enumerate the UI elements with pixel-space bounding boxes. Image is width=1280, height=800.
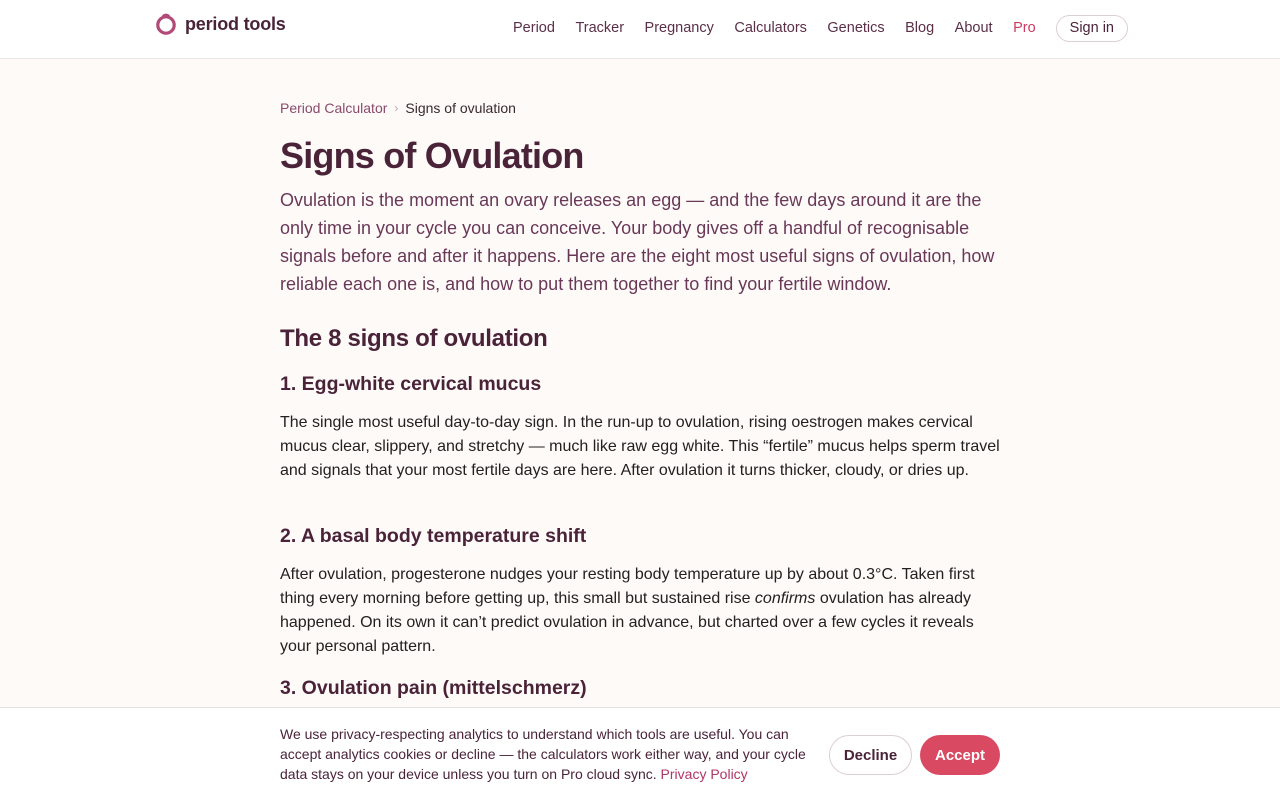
nav-link-pregnancy[interactable]: Pregnancy — [644, 20, 714, 36]
sign-3-title: 3. Ovulation pain (mittelschmerz) — [280, 677, 587, 699]
lead-paragraph: Ovulation is the moment an ovary releases an egg — and the few days around it are the only time in your cycle you can conceive. Your body gives off a handful of recognisable signals before and after it happens. Here are the eight most useful signs of ovulation, how reliable each one is, and how to put them together to find your fertile window. — [280, 190, 995, 294]
ring-logo-icon — [155, 13, 177, 35]
nav-link-period[interactable]: Period — [513, 20, 555, 36]
breadcrumb — [280, 100, 516, 116]
site-header — [0, 0, 1280, 59]
cookie-banner — [0, 707, 1280, 800]
logo-link[interactable] — [155, 13, 286, 35]
logo-text: period tools — [185, 13, 286, 34]
nav-link-tracker[interactable]: Tracker — [575, 20, 625, 36]
main-nav — [493, 15, 1128, 42]
sign-2-body-start: After ovulation, progesterone nudges your resting body temperature up by about 0.3°C. Taken first thing every morning before getting up, this small but sustained rise — [280, 566, 975, 607]
nav-link-genetics[interactable]: Genetics — [827, 20, 885, 36]
sign-2-body — [280, 563, 1002, 659]
cookie-message: We use privacy-respecting analytics to understand which tools are useful. You can accept analytics cookies or decline — the calculators work either way, and your cycle data stays on your device unless you turn on Pro cloud sync. — [280, 726, 806, 782]
sign-2-body-emphasis: confirms — [754, 590, 816, 607]
page-title: Signs of Ovulation — [280, 135, 584, 176]
sign-2-body-end: ovulation has already happened. On its own it can’t predict ovulation in advance, but charted over a few cycles it reveals your personal pattern. — [280, 590, 974, 655]
decline-button[interactable]: Decline — [829, 735, 912, 775]
breadcrumb-current: Signs of ovulation — [405, 100, 516, 116]
accept-button[interactable]: Accept — [920, 735, 1000, 775]
nav-link-about[interactable]: About — [954, 20, 993, 36]
sign-2-title: 2. A basal body temperature shift — [280, 525, 587, 547]
privacy-policy-link[interactable]: Privacy Policy — [660, 766, 748, 782]
nav-link-pro[interactable]: Pro — [1013, 20, 1036, 36]
sign-in-button[interactable]: Sign in — [1056, 15, 1128, 42]
cookie-text — [280, 724, 820, 784]
section-title: The 8 signs of ovulation — [280, 325, 548, 352]
nav-link-calculators[interactable]: Calculators — [734, 20, 807, 36]
sign-1-title: 1. Egg-white cervical mucus — [280, 373, 542, 395]
chevron-right-icon: › — [394, 101, 399, 115]
sign-1-body: The single most useful day-to-day sign. In the run-up to ovulation, rising oestrogen makes cervical mucus clear, slippery, and stretchy — much like raw egg white. This “fertile” mucus helps sperm travel and signals that your most fertile days are here. After ovulation it turns thicker, cloudy, or dries up. — [280, 414, 1000, 479]
nav-link-blog[interactable]: Blog — [905, 20, 935, 36]
breadcrumb-link-period-calculator[interactable]: Period Calculator — [280, 100, 388, 116]
